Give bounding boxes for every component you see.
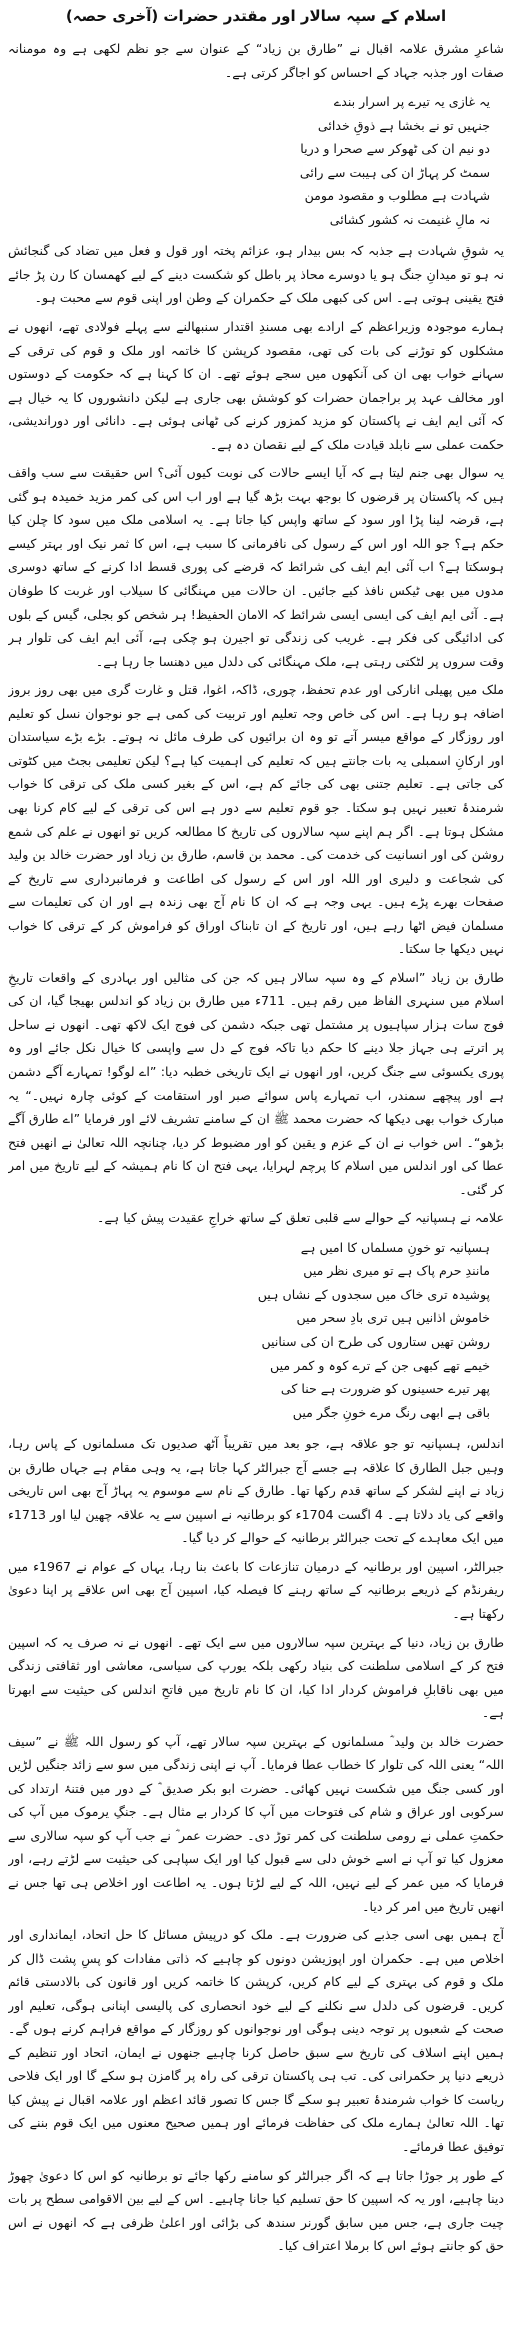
poem-2-line: پھر تیرے حسینوں کو ضرورت ہے حنا کی [280,1381,490,1397]
body-paragraph: اندلس، ہسپانیہ تو جو علاقہ ہے، جو بعد میں تقریباً آٹھ صدیوں تک مسلمانوں کے پاس رہا، وہیں جبل الطارق کا علاقہ ہے جسے آج جبرالٹر کہا جاتا ہے، یہ وہی مقام ہے جہاں طارق بن زیاد نے اپنے لشکر کے ساتھ قدم رکھا تھا۔ طارق کے نام سے موسوم یہ پہاڑ آج بھی اس تاریخی واقعے کی یاد دلاتا ہے۔ 4 اگست 1704ء کو برطانیہ نے اسپین سے یہ علاقہ چھین لیا اور 1713ء میں ایک معاہدے کے تحت جبرالٹر برطانیہ کے حوالے کر دیا گیا۔ [8,1436,504,1546]
poem-2-line: خاموش اذانیں ہیں تری بادِ سحر میں [296,1310,490,1326]
poem-1-line: شہادت ہے مطلوب و مقصود مومن [304,188,490,204]
poem-2-line: باقی ہے ابھی رنگ مرے خونِ جگر میں [292,1404,490,1420]
body-paragraph: طارق بن زیاد، دنیا کے بہترین سپہ سالاروں میں سے ایک تھے۔ انھوں نے نہ صرف یہ کہ اسپین فتح کر کے اسلامی سلطنت کی بنیاد رکھی بلکہ یورپ کی سیاسی، معاشی اور ثقافتی زندگی میں بھی ناقابلِ فراموش کردار ادا کیا، ان کا نام تاریخ میں فاتحِ اندلس کی حیثیت سے ابھرتا ہے۔ [8,1634,504,1721]
poem-1 [8,90,504,231]
body-paragraph: طارق بن زیاد ”اسلام کے وہ سپہ سالار ہیں کہ جن کی مثالیں اور بہادری کے واقعات تاریخِ اسلام میں سنہری الفاظ میں رقم ہیں۔ 711ء میں طارق بن زیاد کو اندلس بھیجا گیا، ان کی فوج سات ہزار سپاہیوں پر مشتمل تھی جبکہ دشمن کی فوج ایک لاکھ تھی۔ انھوں نے ساحل پر اترتے ہی جہاز جلا دینے کا حکم دیا تاکہ فوج کے دل سے واپسی کا خیال نکل جائے اور وہ پوری یکسوئی سے جنگ کریں، اور انھوں نے ایک تاریخی خطبہ دیا: ”اے لوگو! تمہارے آگے دشمن ہے اور پیچھے سمندر، اب تمہارے پاس سوائے صبر اور استقامت کے کوئی چارہ نہیں۔“ یہ مبارک خواب بھی دیکھا کہ حضرت محمد ﷺ ان کے سامنے تشریف لائے اور فرمایا ”اے طارق آگے بڑھو“۔ اس خواب نے ان کے عزم و یقین کو اور مضبوط کر دیا، چنانچہ اللہ تعالیٰ نے انھیں فتح عطا کی اور اندلس میں اسلام کا پرچم لہرایا، یہی فتح ان کا نام ہمیشہ کے لیے تاریخ میں امر کر گئی۔ [8,969,504,1197]
poem-1-line: سمٹ کر پہاڑ ان کی ہیبت سے رائی [299,164,490,180]
poem-1-line: یہ غازی یہ تیرے پر اسرار بندے [333,94,490,110]
body-paragraph: کے طور پر جوڑا جاتا ہے کہ اگر جبرالٹر کو سامنے رکھا جائے تو برطانیہ کو اس کا دعویٰ چھوڑ دینا چاہیے، اور یہ کہ اسپین کا حق تسلیم کیا جانا چاہیے۔ اس کے لیے بین الاقوامی سطح پر بات چیت جاری ہے، جس میں سابق گورنر سندھ کی بڑائی اور اعلیٰ ظرفی ہے کہ انھوں نے اس حق کو جانتے ہوئے اس کا برملا اعتراف کیا۔ [8,2167,504,2254]
body-paragraph: یہ سوال بھی جنم لیتا ہے کہ آیا ایسے حالات کی نوبت کیوں آئی؟ اس حقیقت سے سب واقف ہیں کہ پاکستان پر قرضوں کا بوجھ بہت بڑھ گیا ہے اور اب اس کی کمر مزید خمیدہ ہو گئی ہے، قرضہ لینا پڑا اور سود کے ساتھ واپس کیا جاتا ہے۔ یہ اسلامی ملک میں سود کا چلن کیا حکم ہے؟ جو اللہ اور اس کے رسول کی نافرمانی کا سبب ہے، اس کا ثمر نیک اور بہتر کیسے ہوسکتا ہے؟ اب آئی ایم ایف کی شرائط کہ قرضے کی پوری قسط ادا کرنے کے ساتھ دوسری مدوں میں بھی ٹیکس نافذ کیے جائیں۔ ان حالات میں مہنگائی کا سیلاب اور غربت کا طوفان ہے۔ آئی ایم ایف کی ایسی ایسی شرائط کہ الامان الحفیظ! ہر شخص کو بجلی، گیس کے بلوں کی ادائیگی کی فکر ہے۔ غریب کی زندگی تو اجیرن ہو چکی ہے، آئی ایم ایف کی تلوار ہر وقت سروں پر لٹکتی رہتی ہے، ملک مہنگائی کی دلدل میں دھنسا جا رہا ہے۔ [8,465,504,669]
body-paragraph: جبرالٹر، اسپین اور برطانیہ کے درمیان تنازعات کا باعث بنا رہا، یہاں کے عوام نے 1967ء میں ریفرنڈم کے ذریعے برطانیہ کے ساتھ رہنے کا فیصلہ کیا، اسپین آج بھی اس علاقے پر اپنا دعویٰ رکھتا ہے۔ [8,1558,504,1621]
poem-2-line: ہسپانیہ تو خونِ مسلماں کا امیں ہے [300,1239,490,1255]
poem-2-line: خیمے تھے کبھی جن کے ترے کوہ و کمر میں [270,1357,490,1373]
poem-1-line: نہ مالِ غنیمت نہ کشور کشائی [329,211,490,227]
article-headline: اسلام کے سپہ سالار اور مقتدر حضرات (آخری حصہ) [65,7,447,25]
poem-2-line: روشن تھیں ستاروں کی طرح ان کی سنانیں [261,1333,490,1349]
poem-1-line: جنہیں تو نے بخشا ہے ذوقِ خدائی [317,117,490,133]
body-paragraph: یہ شوقِ شہادت ہے جذبہ کہ بس بیدار ہو، عزائم پختہ اور قول و فعل میں تضاد کی گنجائش نہ ہو تو میدانِ جنگ ہو یا دوسرے محاذ پر باطل کو شکست دینے کے لیے کھمسان کا رن پڑ جائے فتح یقینی ہوتی ہے۔ اس کی کبھی ملک کے حکمران کے وطن اور اپنی قوم سے محبت ہو۔ [8,243,504,306]
body-paragraph: علامہ نے ہسپانیہ کے حوالے سے قلبی تعلق کے ساتھ خراجِ عقیدت پیش کیا ہے۔ [97,1210,504,1226]
body-paragraph: آج ہمیں بھی اسی جذبے کی ضرورت ہے۔ ملک کو درپیش مسائل کا حل اتحاد، ایمانداری اور اخلاص میں ہے۔ حکمران اور اپوزیشن دونوں کو چاہیے کہ ذاتی مفادات کو پسِ پشت ڈال کر ملک و قوم کی بہتری کے لیے کام کریں، کرپشن کا خاتمہ کریں اور قانون کی بالادستی قائم کریں۔ قرضوں کی دلدل سے نکلنے کے لیے خود انحصاری کی پالیسی اپنانی ہوگی، تعلیم اور صحت کے شعبوں پر توجہ دینی ہوگی اور نوجوانوں کو روزگار کے مواقع فراہم کرنے ہوں گے۔ ہمیں اپنے اسلاف کی تاریخ سے سبق حاصل کرنا چاہیے جنھوں نے ایمان، اتحاد اور تنظیم کے ذریعے دنیا پر حکمرانی کی۔ تب ہی پاکستان ترقی کی راہ پر گامزن ہو سکے گا اور ایک فلاحی ریاست کا خواب شرمندۂ تعبیر ہو سکے گا جس کا تصور قائد اعظم اور علامہ اقبال نے پیش کیا تھا۔ اللہ تعالیٰ ہمارے ملک کی حفاظت فرمائے اور ہمیں صحیح معنوں میں ایک قوم بننے کی توفیق عطا فرمائے۔ [8,1927,504,2155]
poem-2-line: پوشیدہ تری خاک میں سجدوں کے نشاں ہیں [257,1286,490,1302]
poem-2-line: مانندِ حرم پاک ہے تو میری نظر میں [303,1263,490,1279]
body-paragraph: ہمارے موجودہ وزیراعظم کے ارادے بھی مسندِ اقتدار سنبھالنے سے پہلے فولادی تھے، انھوں نے مشکلوں کو توڑنے کی بات کی تھی، مقصود کرپشن کا خاتمہ اور ملک و قوم کی ترقی کے سہانے خواب بھی ان کی آنکھوں میں سجے ہوئے تھے۔ ان کا کہنا ہے کہ حکومت کے دوستوں اور مخالف عہد پر براجمان حضرات کو کوشش بھی جاری ہے لیکن دانشوروں کا یہ خیال ہے کہ آئی ایم ایف نے پاکستان کو مزید کمزور کرنے کی ٹھانی ہوئی ہے۔ دانائی اور دوراندیشی، حکمت عملی سے نابلد قیادت ملک کے لیے نقصان دہ ہے۔ [8,319,504,452]
body-paragraph: حضرت خالد بن ولید ؓ مسلمانوں کے بہترین سپہ سالار تھے، آپ کو رسول اللہ ﷺ نے ”سیف اللہ“ یعنی اللہ کی تلوار کا خطاب عطا فرمایا۔ آپ نے اپنی زندگی میں سو سے زائد جنگیں لڑیں اور کسی جنگ میں شکست نہیں کھائی۔ حضرت ابو بکر صدیق ؓ کے دور میں فتنۂ ارتداد کی سرکوبی اور عراق و شام کی فتوحات میں آپ کا کردار بے مثال ہے۔ جنگِ یرموک میں آپ کی حکمتِ عملی نے رومی سلطنت کی کمر توڑ دی۔ حضرت عمر ؓ نے جب آپ کو سپہ سالاری سے معزول کیا تو آپ نے اسے خوش دلی سے قبول کیا اور ایک سپاہی کی حیثیت سے لڑتے رہے، اور فرمایا کہ میں عمر کے لیے نہیں، اللہ کے لیے لڑتا ہوں۔ یہ اطاعت اور اخلاص ہی تھا جس نے انھیں تاریخ میں امر کر دیا۔ [8,1733,504,1914]
body-paragraph: ملک میں پھیلی انارکی اور عدم تحفظ، چوری، ڈاکہ، اغوا، قتل و غارت گری میں بھی روز بروز اضافہ ہو رہا ہے۔ اس کی خاص وجہ تعلیم اور تربیت کی کمی ہے جو نوجوان نسل کو تعلیم اور روزگار کے مواقع میسر آتے تو وہ ان برائیوں کی طرف مائل نہ ہوتے۔ بڑے بڑے سیاستدان اور ارکانِ اسمبلی یہ بات جانتے ہیں کہ تعلیم کی اہمیت کیا ہے؟ لیکن تعلیمی بجٹ میں کٹوتی کی جاتی ہے۔ تعلیم جتنی بھی کی جائے کم ہے، اس کے بغیر کسی ملک کی ترقی کا خواب شرمندۂ تعبیر نہیں ہو سکتا۔ جو قوم تعلیم سے دور ہے اس کی ترقی کے لیے کام کرنا بھی مشکل ہوتا ہے۔ اگر ہم اپنے سپہ سالاروں کی تاریخ کا مطالعہ کریں تو انھوں نے علم کی شمع روشن کی اور انسانیت کی خدمت کی۔ محمد بن قاسم، طارق بن زیاد اور حضرت خالد بن ولید کی شجاعت و دلیری اور اللہ اور اس کے رسول کی اطاعت و فرمانبرداری سے تاریخ کے صفحات بھرے پڑے ہیں۔ یہی وجہ ہے کہ ان کا نام آج بھی زندہ ہے اور ان کی تعلیمات سے مسلمان فیض اٹھا رہے ہیں، اور تاریخ کے ان تابناک اوراق کو فراموش کر کے ترقی کا خواب نہیں دیکھا جا سکتا۔ [8,682,504,957]
poem-1-line: دو نیم ان کی ٹھوکر سے صحرا و دریا [300,141,490,157]
poem-2 [8,1236,504,1424]
article-page [8,4,504,2323]
intro-paragraph: شاعرِ مشرق علامہ اقبال نے ”طارق بن زیاد“ کے عنوان سے جو نظم لکھی ہے وہ مومنانہ صفات اور جذبہ جہاد کے احساس کو اجاگر کرتی ہے۔ [8,41,504,80]
